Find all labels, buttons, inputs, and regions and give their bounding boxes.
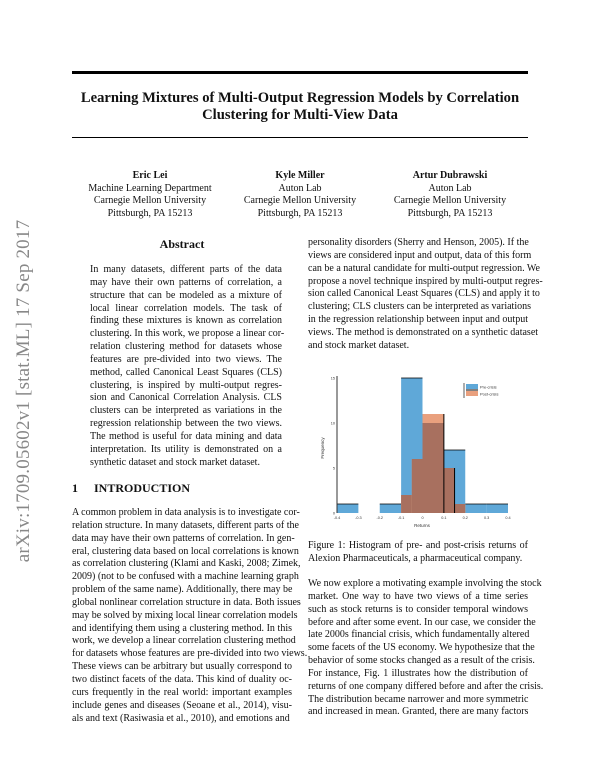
abstract-heading: Abstract bbox=[159, 237, 205, 251]
x-tick-label: -0.2 bbox=[376, 516, 384, 520]
author-affiliation: Carnegie Mellon University bbox=[243, 195, 357, 207]
author-affiliation: Carnegie Mellon University bbox=[93, 195, 207, 207]
author-block bbox=[220, 170, 380, 220]
histogram-figure bbox=[318, 368, 528, 528]
text-line: market. One way to have two views of a time series bbox=[308, 590, 528, 602]
text-line: method, called Canonical Least Squares (CLS) bbox=[90, 366, 282, 378]
x-axis-label: Returns bbox=[414, 523, 430, 528]
y-axis-label: Frequency bbox=[320, 437, 325, 459]
text-line: data may have their own patterns of correlation. In gen- bbox=[72, 532, 295, 544]
intro-text-continued bbox=[308, 237, 543, 353]
y-tick-label: 0 bbox=[332, 511, 335, 516]
section-number: 1 bbox=[72, 481, 78, 495]
text-line: Alexion Pharmaceuticals, a pharmaceutical company. bbox=[308, 552, 523, 564]
legend-label: Post-crisis bbox=[480, 391, 499, 397]
text-line: We now explore a motivating example involving the stock bbox=[308, 578, 542, 589]
text-line: behavior of some stocks changed as a result of the crisis. bbox=[308, 655, 535, 667]
y-tick-label: 10 bbox=[330, 421, 335, 426]
legend-swatch-post bbox=[466, 391, 478, 396]
text-line: as correlation clustering (Klami and Kaski, 2008; Zimek, bbox=[72, 558, 301, 570]
text-line: A common problem in data analysis is to investigate cor- bbox=[72, 507, 300, 518]
text-line: views. The method is demonstrated on a synthetic dataset bbox=[308, 326, 539, 338]
author-affiliation: Machine Learning Department bbox=[88, 182, 212, 194]
text-line: for datasets whose features are pre-divided into two views. bbox=[72, 648, 308, 660]
text-line: may be solved by mixing local linear correlation models bbox=[72, 609, 298, 621]
text-line: sion called Canonical Least Squares (CLS) and apply it to bbox=[308, 288, 540, 300]
body-text bbox=[308, 578, 544, 719]
x-tick-label: 0 bbox=[421, 516, 424, 520]
x-tick-label: 0.4 bbox=[505, 516, 511, 520]
text-line: two distinct facets of the data. This kind of duality oc- bbox=[72, 673, 292, 685]
bar-pre-crisis bbox=[487, 504, 508, 513]
text-line: and increased in mean. Granted, there are many factors bbox=[308, 706, 529, 718]
legend-swatch-pre bbox=[466, 384, 478, 389]
text-line: personality disorders (Sherry and Henson, 2005). If the bbox=[308, 237, 529, 248]
author-block bbox=[370, 170, 530, 220]
author-block bbox=[70, 170, 230, 220]
bar-pre-crisis bbox=[337, 504, 358, 513]
text-line: synthetic dataset and stock market dataset. bbox=[90, 456, 260, 468]
text-line: clustering; CLS clusters can be interpreted as variations bbox=[308, 301, 531, 313]
text-line: These views can be arbitrary but usually correspond to bbox=[72, 661, 292, 673]
y-tick-label: 5 bbox=[332, 466, 335, 471]
bar-pre-crisis bbox=[465, 504, 486, 513]
text-line: include genes and diseases (Seoane et al., 2014), visu- bbox=[72, 699, 292, 711]
legend-label: Pre-crisis bbox=[480, 384, 497, 390]
text-line: such as stock returns is to consider temporal windows bbox=[308, 603, 528, 615]
text-line: finding these mixtures is known as correlation bbox=[90, 315, 282, 327]
text-line: features are pre-divided into two views. The bbox=[90, 353, 282, 365]
text-line: views are considered input and output, data of this form bbox=[308, 249, 532, 261]
text-line: global nonlinear correlation structure in data. Both issues bbox=[72, 596, 301, 608]
section-heading bbox=[72, 481, 206, 496]
text-line: may have their own patterns of correlation, a bbox=[90, 276, 282, 288]
text-line: In many datasets, different parts of the data bbox=[90, 264, 282, 275]
text-line: local linear correlation models. The task of bbox=[90, 302, 282, 314]
text-line: The method is useful for data mining and data bbox=[90, 430, 282, 442]
author-name: Kyle Miller bbox=[275, 170, 325, 181]
x-tick-label: 0.3 bbox=[483, 516, 490, 520]
text-line: in the regression relationship between input and output bbox=[308, 314, 528, 326]
text-line: sion and Canonical Correlation Analysis. CLS bbox=[90, 392, 282, 404]
text-line: The distribution became narrower and more symmetric bbox=[308, 693, 529, 705]
text-line: Figure 1: Histogram of pre- and post-crisis returns of bbox=[308, 540, 528, 551]
title-rule-bottom bbox=[72, 137, 528, 138]
bar-overlap bbox=[412, 459, 423, 513]
title-line: Learning Mixtures of Multi-Output Regression Models by Correlation bbox=[80, 90, 520, 106]
text-line: and identifying them using a clustering method. In this bbox=[72, 622, 292, 634]
author-affiliation: Pittsburgh, PA 15213 bbox=[407, 207, 493, 219]
y-tick-label: 15 bbox=[330, 376, 335, 381]
histogram-bars bbox=[337, 378, 508, 513]
text-line: eral, clustering data based on local correlations is known bbox=[72, 545, 299, 557]
intro-text bbox=[72, 507, 308, 725]
paper-title bbox=[72, 90, 528, 124]
legend bbox=[464, 383, 498, 398]
bar-overlap bbox=[401, 495, 412, 513]
text-line: propose a novel technique inspired by multi-output regres- bbox=[308, 275, 543, 287]
bar-overlap bbox=[455, 504, 466, 513]
bar-overlap bbox=[423, 423, 444, 513]
text-line: relation clustering method for datasets whose bbox=[90, 341, 282, 353]
x-tick-label: 0.1 bbox=[441, 516, 447, 520]
author-affiliation: Pittsburgh, PA 15213 bbox=[107, 207, 193, 219]
text-line: returns of one company differed before and after the crisis. bbox=[308, 680, 544, 692]
bar-overlap bbox=[444, 468, 455, 513]
text-line: For instance, Fig. 1 illustrates how the distribution of bbox=[308, 667, 528, 679]
bar-pre-crisis bbox=[380, 504, 401, 513]
figure-caption bbox=[308, 540, 528, 566]
section-title: INTRODUCTION bbox=[94, 481, 191, 495]
text-line: can be a natural candidate for multi-output regression. We bbox=[308, 262, 540, 274]
text-line: clusters can be interpreted as variations in the bbox=[90, 405, 282, 417]
text-line: regression relationship between the two views. bbox=[90, 418, 282, 430]
author-name: Eric Lei bbox=[132, 170, 168, 181]
author-affiliation: Carnegie Mellon University bbox=[393, 195, 507, 207]
text-line: interpretation. Its utility is demonstrated on a bbox=[90, 443, 282, 455]
text-line: als and text (Rasiwasia et al., 2010), and emotions and bbox=[72, 712, 290, 724]
text-line: some facets of the US economy. We hypothesize that the bbox=[308, 642, 535, 654]
abstract-text bbox=[90, 264, 285, 470]
text-line: curs frequently in the real world: important examples bbox=[72, 686, 292, 698]
text-line: and stock market dataset. bbox=[308, 339, 410, 351]
author-name: Artur Dubrawski bbox=[412, 170, 488, 181]
text-line: work, we develop a linear correlation clustering method bbox=[72, 635, 296, 647]
text-line: before and after some event. In our case, we consider the bbox=[308, 616, 536, 628]
x-tick-label: -0.4 bbox=[333, 516, 341, 520]
title-line: Clustering for Multi-View Data bbox=[202, 107, 398, 123]
x-tick-label: 0.2 bbox=[462, 516, 468, 520]
text-line: clustering, is inspired by multi-output regres- bbox=[90, 379, 282, 391]
arxiv-stamp: arXiv:1709.05602v1 [stat.ML] 17 Sep 2017 bbox=[13, 219, 34, 563]
text-line: structure that can be modeled as a mixture of bbox=[90, 289, 282, 301]
title-rule-top bbox=[72, 71, 528, 74]
text-line: 2009) (not to be confused with a machine learning graph bbox=[72, 571, 299, 583]
author-affiliation: Auton Lab bbox=[278, 182, 322, 194]
text-line: relation structure. In many datasets, different parts of the bbox=[72, 519, 299, 531]
text-line: problem of the same name). Additionally, there may be bbox=[72, 584, 293, 596]
text-line: clustering. In this work, we propose a linear cor- bbox=[90, 328, 285, 340]
text-line: late 2000s financial crisis, which fundamentally altered bbox=[308, 629, 530, 641]
author-affiliation: Pittsburgh, PA 15213 bbox=[257, 207, 343, 219]
x-tick-label: -0.1 bbox=[397, 516, 405, 520]
x-tick-label: -0.3 bbox=[355, 516, 362, 520]
author-affiliation: Auton Lab bbox=[428, 182, 472, 194]
